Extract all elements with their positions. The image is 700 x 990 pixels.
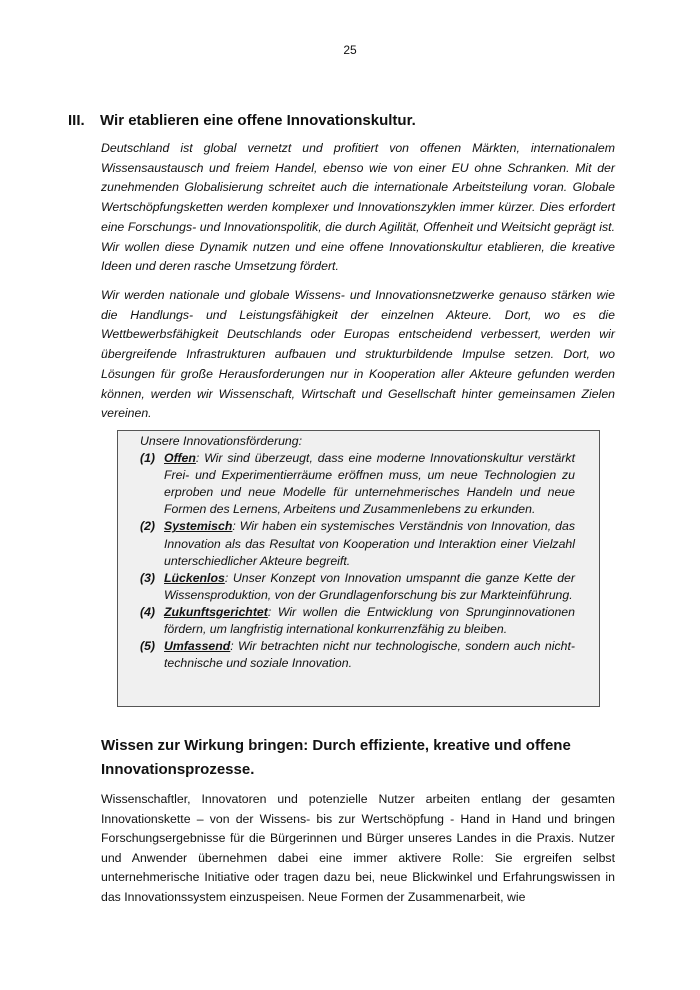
principles-list: [140, 450, 575, 672]
item-text: [164, 450, 575, 518]
subsection-heading: Wissen zur Wirkung bringen: Durch effiziente, kreative und offene Innovationsprozesse.: [101, 737, 571, 778]
item-keyword: Umfassend: [164, 639, 231, 654]
list-item: [140, 604, 575, 638]
intro-paragraph-2: Wir werden nationale und globale Wissens- und Innovationsnetzwerke genauso stärken wie die Handlungs- und Leistungsfähigkeit der einzelnen Akteure. Dort, wo es die Wettbewerbsfähigkeit Deutschlands oder Europas entscheidend verbessert, werden wir übergreifende Infrastrukturen aufbauen und strukturbildende Impulse setzen. Dort, wo Lösungen für große Herausforderungen nur in Kooperation aller Akteure gefunden werden können, werden wir Wissenschaft, Wirtschaft und Gesellschaft hinter gemeinsamen Zielen vereinen.: [101, 288, 615, 421]
item-keyword: Offen: [164, 451, 196, 466]
section-heading: [68, 112, 615, 129]
section-title: Wir etablieren eine offene Innovationskultur.: [100, 112, 416, 129]
item-description: : Wir haben ein systemisches Verständnis von Innovation, das Innovation als das Resultat von Kooperation und Interaktion einer Vielzahl unterschiedlicher Akteure begreift.: [164, 519, 575, 568]
item-number: (3): [140, 570, 156, 585]
item-number: (1): [140, 451, 156, 466]
item-description: : Wir betrachten nicht nur technologische, sondern auch nicht-technische und soziale Innovation.: [164, 639, 575, 671]
item-keyword: Lückenlos: [164, 570, 225, 585]
box-title: Unsere Innovationsförderung:: [140, 434, 303, 448]
list-item: [140, 638, 575, 672]
item-keyword: Systemisch: [164, 519, 233, 534]
item-number: (2): [140, 519, 156, 534]
item-description: : Wir sind überzeugt, dass eine moderne Innovationskultur verstärkt Frei- und Experimentierräume eröffnen muss, um neue Technologien zu erproben und neue Modelle für unternehmerisches Handeln und neue Formen des Lernens, Arbeitens und Zusammenlebens zu erkunden.: [164, 451, 575, 517]
item-text: [164, 570, 575, 604]
item-description: : Unser Konzept von Innovation umspannt die ganze Kette der Wissensproduktion, von der Grundlagenforschung bis zur Markteinführung.: [164, 570, 575, 602]
innovation-funding-box: [117, 430, 600, 707]
list-item: [140, 450, 575, 518]
intro-paragraph-1: Deutschland ist global vernetzt und profitiert von offenen Märkten, internationalem Wissensaustausch und freiem Handel, ebenso wie von einer EU ohne Schranken. Mit der zunehmenden Globalisierung schreitet auch die internationale Arbeitsteilung voran. Globale Wertschöpfungsketten werden komplexer und Innovationszyklen immer kürzer. Dies erfordert eine Forschungs- und Innovationspolitik, die durch Agilität, Offenheit und Weitsicht geprägt ist. Wir wollen diese Dynamik nutzen und eine offene Innovationskultur etablieren, die kreative Ideen und deren rasche Umsetzung fördert.: [101, 141, 615, 274]
item-text: [164, 638, 575, 672]
list-item: [140, 518, 575, 569]
section-number: III.: [68, 112, 85, 129]
body-paragraph: Wissenschaftler, Innovatoren und potenzielle Nutzer arbeiten entlang der gesamten Innovationskette – von der Wissens- bis zur Wertschöpfung - Hand in Hand und bringen Forschungsergebnisse für die Bürgerinnen und Bürger unseres Landes in die Praxis. Nutzer und Anwender übernehmen dabei eine immer aktivere Rolle: Sie ergreifen selbst unternehmerische Initiative oder tragen dazu bei, neue Blickwinkel und Erfahrungswissen in das Innovationssystem einzuspeisen. Neue Formen der Zusammenarbeit, wie: [101, 792, 615, 904]
page-number: 25: [343, 43, 357, 57]
item-keyword: Zukunftsgerichtet: [164, 604, 268, 619]
item-description: : Wir wollen die Entwicklung von Sprunginnovationen fördern, um langfristig international konkurrenzfähig zu bleiben.: [164, 604, 575, 637]
item-number: (4): [140, 604, 156, 619]
item-text: [164, 604, 575, 638]
item-text: [164, 518, 575, 569]
list-item: [140, 570, 575, 604]
item-number: (5): [140, 639, 156, 654]
